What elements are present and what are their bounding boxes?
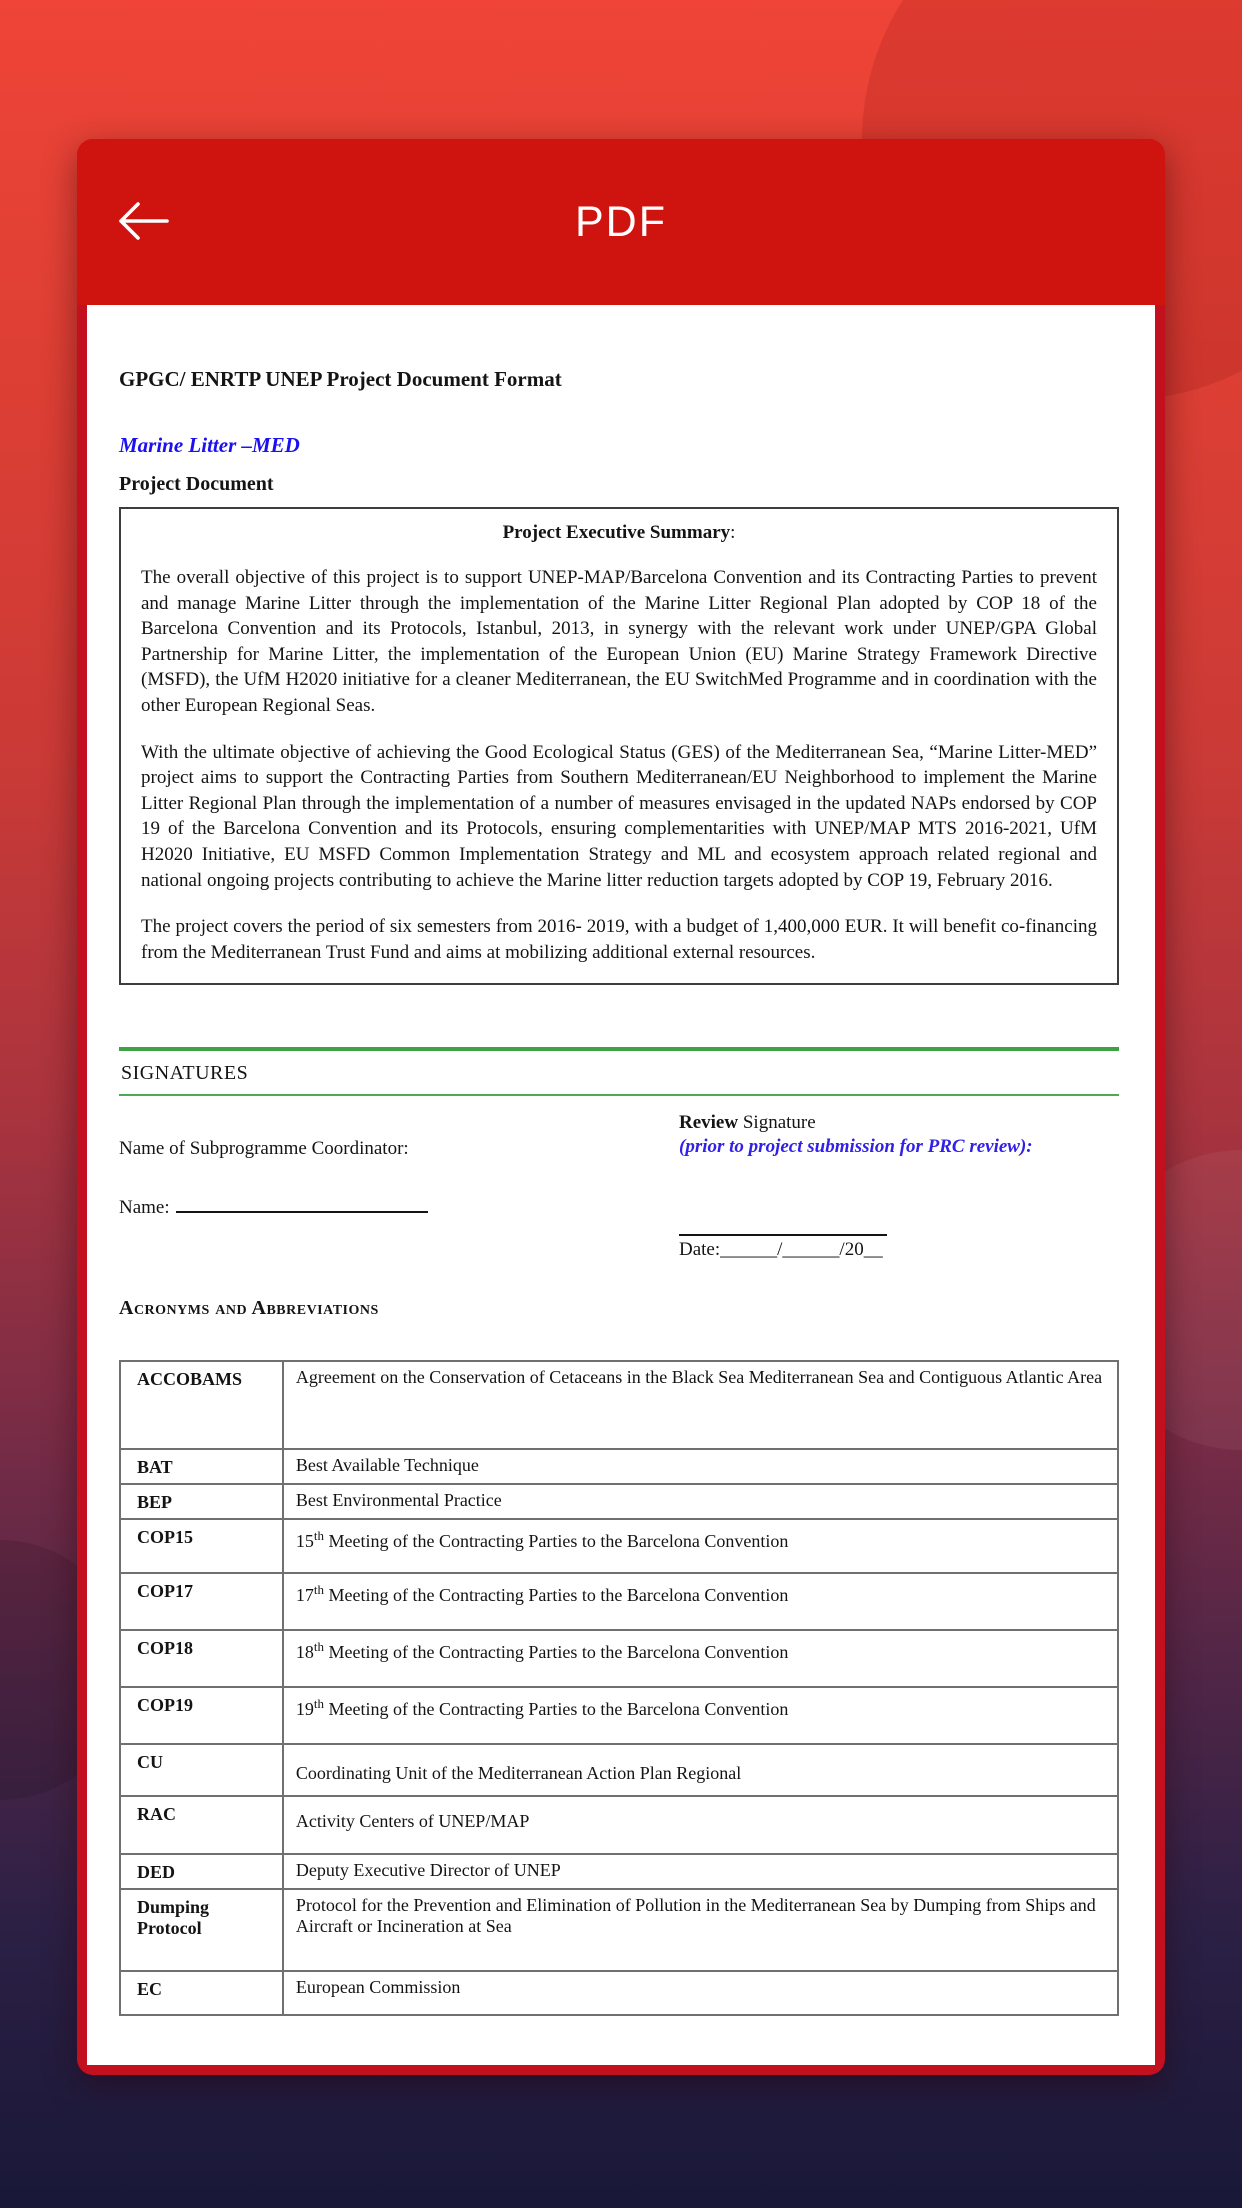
acronym-definition: Activity Centers of UNEP/MAP	[283, 1796, 1118, 1854]
acronym-row-cop18	[120, 1630, 1118, 1687]
acronym-term: ACCOBAMS	[120, 1361, 283, 1449]
back-button[interactable]	[107, 194, 177, 250]
acronym-row-cu	[120, 1744, 1118, 1796]
review-signature-label	[679, 1112, 1119, 1134]
acronym-term: COP18	[120, 1630, 283, 1687]
acronym-definition: Protocol for the Prevention and Elimination of Pollution in the Mediterranean Sea by Dumping from Ships and Aircraft or Incineration at Sea	[283, 1889, 1118, 1971]
acronym-term: DED	[120, 1854, 283, 1889]
executive-summary-heading	[141, 522, 1097, 544]
acronym-definition: Deputy Executive Director of UNEP	[283, 1854, 1118, 1889]
acronym-definition: European Commission	[283, 1971, 1118, 2015]
acronym-definition	[283, 1573, 1118, 1630]
acronym-definition: Best Available Technique	[283, 1449, 1118, 1484]
executive-summary-box	[119, 507, 1119, 985]
signatures-section	[119, 1047, 1119, 1261]
review-rest-text: Signature	[738, 1112, 816, 1134]
signature-blank-line	[679, 1234, 887, 1236]
acronym-term: COP15	[120, 1519, 283, 1573]
acronym-term: COP17	[120, 1573, 283, 1630]
acronym-term: EC	[120, 1971, 283, 2015]
coordinator-label: Name of Subprogramme Coordinator:	[119, 1138, 409, 1160]
signatures-right-column	[679, 1112, 1119, 1261]
summary-paragraph-2: With the ultimate objective of achieving the Good Ecological Status (GES) of the Mediterranean Sea, “Marine Litter-MED” project aims to support the Contracting Parties from Southern Mediterranean/EU Neighborhood to implement the Marine Litter Regional Plan through the implementation of a number of measures envisaged in the updated NAPs endorsed by COP 19 of the Barcelona Convention and its Protocols, ensuring complementarities with UNEP/MAP MTS 2016-2021, UfM H2020 Initiative, EU MSFD Common Implementation Strategy and ML and ecosystem approach related regional and national ongoing projects contributing to achieve the Marine litter reduction targets adopted by COP 19, February 2016.	[141, 741, 1097, 891]
acronym-row-cop17	[120, 1573, 1118, 1630]
acronyms-table	[119, 1360, 1119, 2016]
definition-text: Meeting of the Contracting Parties to the Barcelona Convention	[323, 1531, 789, 1552]
summary-paragraph-1: The overall objective of this project is to support UNEP-MAP/Barcelona Convention and its Contracting Parties to prevent and manage Marine Litter through the implementation of the Marine Litter Regional Plan adopted by COP 18 of the Barcelona Convention and its Protocols, Istanbul, 2013, in synergy with the relevant work under UNEP/GPA Global Partnership for Marine Litter, the implementation of the European Union (EU) Marine Strategy Framework Directive (MSFD), the UfM H2020 initiative for a cleaner Mediterranean, the EU SwitchMed Programme and in coordination with the other European Regional Seas.	[141, 567, 1097, 716]
acronym-term: Dumping Protocol	[120, 1889, 283, 1971]
ordinal-suffix: th	[313, 1639, 324, 1655]
ordinal-number: 15	[295, 1531, 314, 1552]
name-label-text: Name:	[119, 1197, 170, 1219]
document-label: Project Document	[119, 473, 274, 495]
document-subtitle: Marine Litter –MED	[119, 433, 300, 457]
date-field: Date:______/______/20__	[679, 1239, 883, 1261]
acronym-term: RAC	[120, 1796, 283, 1854]
acronym-row-ec	[120, 1971, 1118, 2015]
acronym-row-rac	[120, 1796, 1118, 1854]
acronym-definition	[283, 1630, 1118, 1687]
signatures-rule-bottom	[119, 1094, 1119, 1096]
acronym-row-accobams	[120, 1361, 1118, 1449]
ordinal-number: 17	[295, 1585, 314, 1606]
acronym-term: COP19	[120, 1687, 283, 1744]
summary-paragraph-3: The project covers the period of six semesters from 2016- 2019, with a budget of 1,400,000 EUR. It will benefit co-financing from the Mediterranean Trust Fund and aims at mobilizing additional external resources.	[141, 916, 1097, 963]
arrow-left-icon	[113, 199, 171, 246]
acronym-definition: Coordinating Unit of the Mediterranean Action Plan Regional	[283, 1744, 1118, 1796]
acronym-term: CU	[120, 1744, 283, 1796]
acronym-definition	[283, 1687, 1118, 1744]
acronym-row-cop15	[120, 1519, 1118, 1573]
acronym-row-ded	[120, 1854, 1118, 1889]
acronym-term: BAT	[120, 1449, 283, 1484]
acronym-term: BEP	[120, 1484, 283, 1519]
ordinal-suffix: th	[313, 1696, 324, 1712]
acronym-row-cop19	[120, 1687, 1118, 1744]
ordinal-number: 19	[295, 1699, 314, 1720]
acronym-row-bat	[120, 1449, 1118, 1484]
name-blank-line	[176, 1194, 428, 1213]
ordinal-suffix: th	[313, 1528, 324, 1544]
acronym-definition: Agreement on the Conservation of Cetaceans in the Black Sea Mediterranean Sea and Contiguous Atlantic Area	[283, 1361, 1118, 1449]
pdf-page[interactable]	[87, 305, 1155, 2065]
page-title: PDF	[575, 197, 667, 246]
acronym-row-bep	[120, 1484, 1118, 1519]
ordinal-number: 18	[295, 1642, 314, 1663]
executive-summary-heading-colon: :	[730, 522, 736, 543]
review-bold-text: Review	[679, 1112, 739, 1134]
definition-text: Meeting of the Contracting Parties to the Barcelona Convention	[323, 1642, 789, 1663]
definition-text: Meeting of the Contracting Parties to the Barcelona Convention	[323, 1699, 789, 1720]
acronym-definition	[283, 1519, 1118, 1573]
pdf-viewer-header	[77, 139, 1165, 305]
definition-text: Meeting of the Contracting Parties to the Barcelona Convention	[323, 1585, 789, 1606]
acronyms-heading: Acronyms and Abbreviations	[119, 1297, 379, 1320]
document-title: GPGC/ ENRTP UNEP Project Document Format	[119, 367, 562, 391]
acronym-row-dumping-protocol	[120, 1889, 1118, 1971]
signatures-left-column	[119, 1112, 679, 1261]
name-field-label	[119, 1194, 679, 1219]
pdf-viewer-card	[77, 139, 1165, 2075]
signatures-heading: SIGNATURES	[121, 1062, 249, 1085]
ordinal-suffix: th	[313, 1582, 324, 1598]
prc-review-note: (prior to project submission for PRC review):	[679, 1136, 1033, 1158]
executive-summary-heading-bold: Project Executive Summary	[502, 522, 731, 543]
acronym-definition: Best Environmental Practice	[283, 1484, 1118, 1519]
